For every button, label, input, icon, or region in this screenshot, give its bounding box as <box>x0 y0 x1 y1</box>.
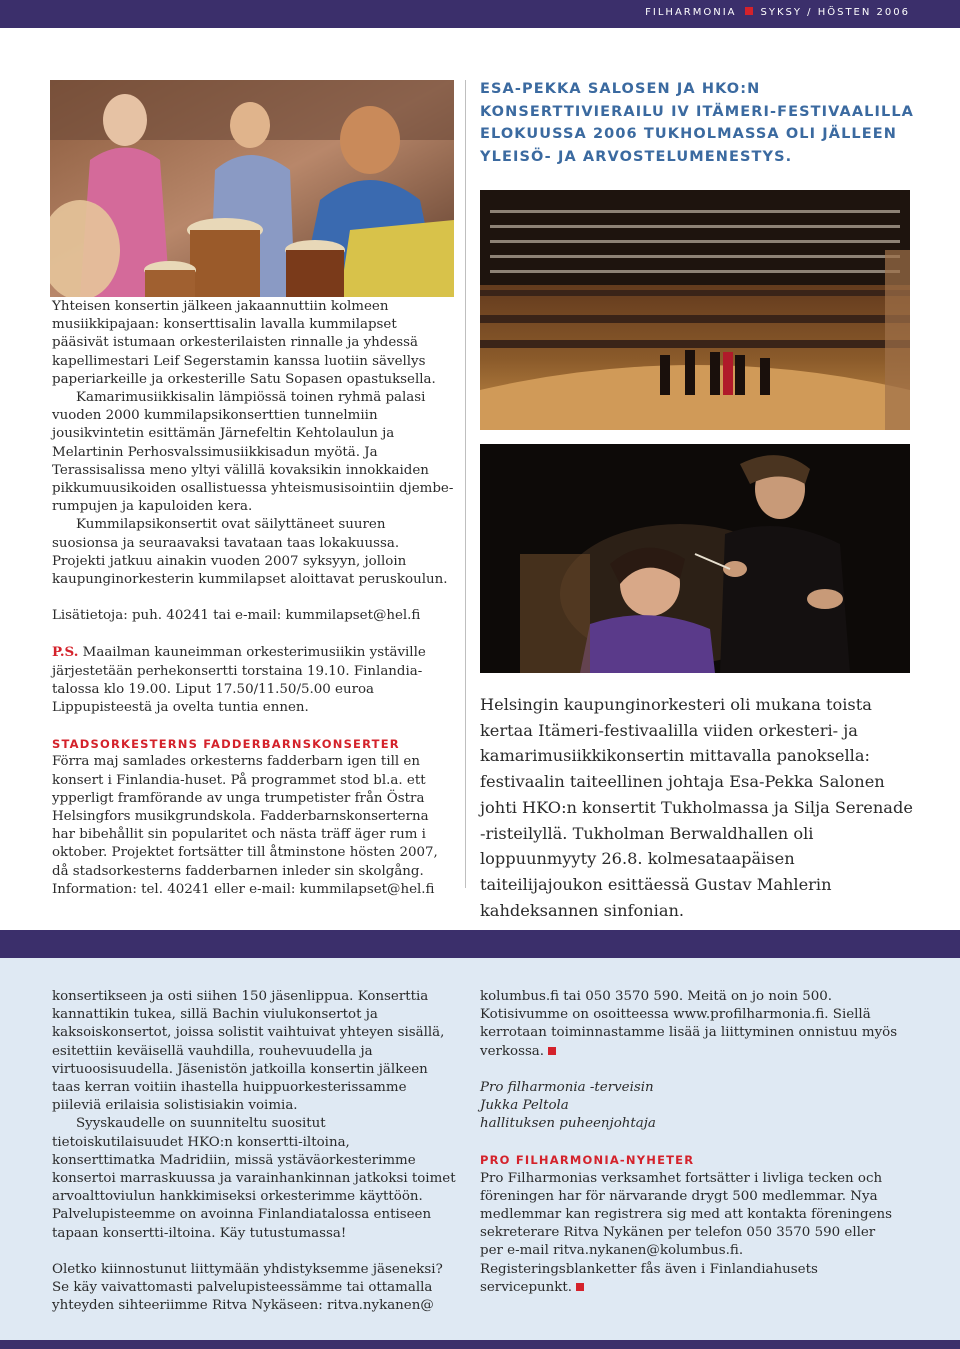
swedish-paragraph: Pro Filharmonias verksamhet fortsätter i livliga tecken och föreningen har för närvarande drygt 500 medlemmar. Nya medlemmar kan registrera sig med att kontakta föreningens sekreterare Ritva Nykänen per telefon 050 3570 590 eller per e-mail ritva.nykanen@kolumbus.fi. Registeringsblanketter fås även i Finlandiahusets servicepunkt. <box>480 1170 893 1295</box>
bottom-left-column <box>52 988 456 1315</box>
swedish-contact: Information: tel. 40241 eller e-mail: kummilapset@hel.fi <box>52 881 435 897</box>
running-header <box>645 7 910 18</box>
end-mark-icon <box>548 1047 556 1055</box>
red-square-icon <box>745 7 753 15</box>
children-drumming-photo <box>50 80 454 297</box>
bottom-right-column <box>480 988 900 1297</box>
swedish-paragraph: Förra maj samlades orkesterns fadderbarn igen till en konsert i Finlandia-huset. På programmet stod bl.a. ett ypperligt framförande av unga trumpetister från Östra Helsingfors musikgrundskola. Fadderbarnskonserterna har bibehållit sin popularitet och nästa träff äger rum i oktober. Projektet fortsätter till åtminstone hösten 2007, då stadsorkesterns fadderbarnen inleder sin skolgång. <box>52 754 438 879</box>
pro-filharmonia-section <box>0 958 960 1340</box>
top-header-bar <box>0 0 960 28</box>
section-divider-bar <box>0 930 960 958</box>
signature-greeting: Pro filharmonia -terveisin <box>480 1079 654 1095</box>
swedish-heading: PRO FILHARMONIA-NYHETER <box>480 1153 695 1168</box>
article-paragraph: Yhteisen konsertin jälkeen jakaannuttiin kolmeen musiikkipajaan: konserttisalin lavalla kummilapset pääsivät istumaan orkesterilaisten rinnalle ja yhdessä kapellimestari Leif Segerstamin kanssa luotiin sävellys paperiarkeille ja orkesterille Satu Sopasen opastuksella. <box>52 299 436 387</box>
conductor-singer-photo <box>480 444 910 673</box>
children-drumming-image <box>50 80 454 297</box>
article-paragraph: konsertikseen ja osti siihen 150 jäsenlippua. Konserttia kannattikin tukea, sillä Bachin viulukonsertot ja kaksoiskonsertot, joissa solistit vaihtuivat yhteyen sisällä, esitettiin keväisellä vauhdilla, rouhevuudella ja virtuoosisuudella. Jäsenistön jatkoilla konsertin jälkeen taas kerran voitiin ihastella huippuorkesterissamme piileviä erilaisia solistisiakin voimia. <box>52 989 445 1114</box>
right-intro-text: Helsingin kaupunginorkesteri oli mukana toista kertaa Itämeri-festivaalilla viiden orkesteri- ja kamarimusiikkikonsertin mittavalla panoksella: festivaalin taiteellinen johtaja Esa-Pekka Salonen johti HKO:n konsertit Tukholmassa ja Silja Serenade -risteilyllä. Tukholman Berwaldhallen oli loppuunmyyty 26.8. kolmesataapäisen taiteilijajoukon esittäessä Gustav Mahlerin kahdeksannen sinfonian. <box>480 695 913 920</box>
column-divider <box>465 80 466 888</box>
orchestra-image <box>480 190 910 430</box>
left-article-column <box>52 298 454 899</box>
swedish-heading: STADSORKESTERNS FADDERBARNSKONSERTER <box>52 737 400 752</box>
article-paragraph: kolumbus.fi tai 050 3570 590. Meitä on jo noin 500. Kotisivumme on osoitteessa www.profilharmonia.fi. Siellä kerrotaan toiminnastamme lisää ja liittyminen onnistuu myös verkossa. <box>480 989 898 1059</box>
article-paragraph: Kamarimusiikkisalin lämpiössä toinen ryhmä palasi vuoden 2000 kummilapsikonserttien tunnelmiin jousikvintetin esittämän Järnefeltin Kehtolaulun ja Melartinin Perhosvalssimusiikkisadun myötä. Ja Terassisalissa meno yltyi välillä kovaksikin innokkaiden pikkumuusikoiden osallistuessa yhteismusisointiin djembe-rumpujen ja kapuloiden kera. <box>52 390 454 515</box>
conductor-image <box>480 444 910 673</box>
ps-label: P.S. <box>52 644 79 661</box>
end-mark-icon <box>576 1283 584 1291</box>
headline-line: YLEISÖ- JA ARVOSTELUMENESTYS. <box>480 148 793 165</box>
article-paragraph: Kummilapsikonsertit ovat säilyttäneet suuren suosionsa ja seuraavaksi tavataan taas lokakuussa. Projekti jatkuu ainakin vuoden 2007 syksyyn, jolloin kaupunginorkesterin kummilapset aloittavat peruskoulun. <box>52 517 448 588</box>
contact-info: Lisätietoja: puh. 40241 tai e-mail: kummilapset@hel.fi <box>52 608 421 624</box>
headline-line: ESA-PEKKA SALOSEN JA HKO:N <box>480 81 761 97</box>
issue-label: SYKSY / HÖSTEN 2006 <box>760 7 910 18</box>
publication-name: FILHARMONIA <box>645 7 737 18</box>
ps-text: Maailman kauneimman orkesterimusiikin ystäville järjestetään perhekonsertti torstaina 19.10. Finlandia-talossa klo 19.00. Liput 17.50/11.50/5.00 euroa Lippupisteestä ja ovelta tuntia ennen. <box>52 645 426 716</box>
article-paragraph: Oletko kiinnostunut liittymään yhdistyksemme jäseneksi? Se käy vaivattomasti palvelupisteessämme tai ottamalla yhteyden sihteeriimme Ritva Nykäseen: ritva.nykanen@ <box>52 1261 443 1314</box>
signature-name: Jukka Peltola <box>480 1098 569 1114</box>
footer-bar <box>0 1340 960 1349</box>
article-paragraph: Syyskaudelle on suunniteltu suositut tietoiskutilaisuudet HKO:n konsertti-iltoina, konserttimatka Madridiin, missä ystäväorkesterimme konsertoi marraskuussa ja varainhankinnan jatkoksi toimet arvoalttoviulun hankkimiseksi orkesterimme käyttöön. Palvelupisteemme on avoinna Finlandiatalossa entiseen tapaan konsertti-iltoina. Käy tutustumassa! <box>52 1116 456 1241</box>
article-headline <box>480 78 920 168</box>
ps-note <box>52 643 454 717</box>
headline-line: ELOKUUSSA 2006 TUKHOLMASSA OLI JÄLLEEN <box>480 126 898 142</box>
headline-line: KONSERTTIVIERAILU IV ITÄMERI-FESTIVAALILLA <box>480 103 914 120</box>
signature-title: hallituksen puheenjohtaja <box>480 1116 656 1132</box>
orchestra-concert-photo <box>480 190 910 430</box>
